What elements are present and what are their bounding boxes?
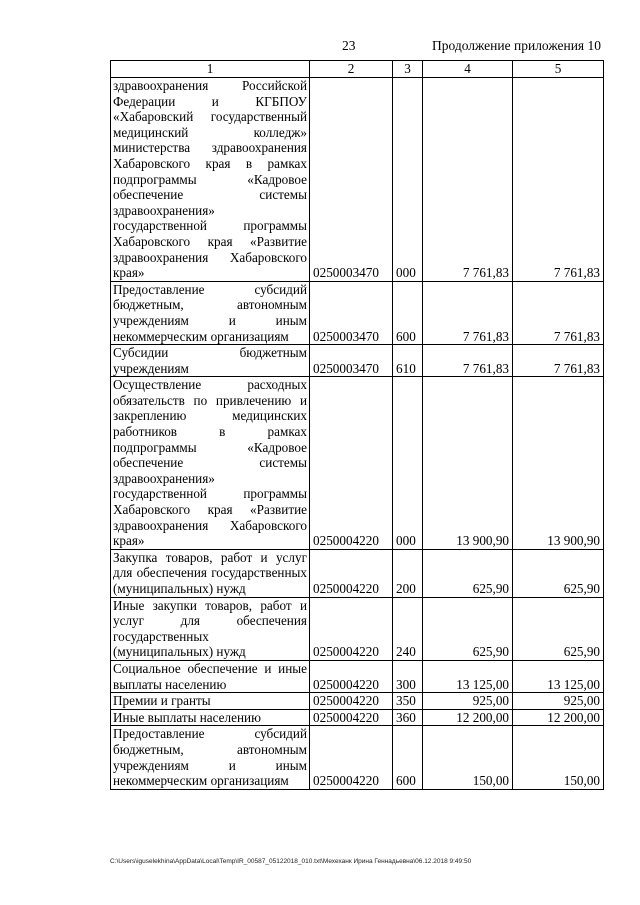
row-description-last-line: (муниципальных) нужд (113, 644, 246, 660)
col-header-2: 2 (310, 61, 393, 78)
table-row (111, 693, 604, 710)
row-description (111, 726, 310, 789)
table-row (111, 660, 604, 692)
row-description (111, 345, 310, 377)
table-row (111, 377, 604, 550)
row-description-text: Осуществление расходных обязательств по привлечению и закреплению медицинских работников в рамках подпрограммы «Кадровое обеспечение системы здравоохранения» государственной программы Хабаровского края «Развитие здравоохранения Хабаровского (113, 377, 307, 533)
row-value-2020: 150,00 (513, 726, 604, 789)
row-expense-type: 200 (393, 549, 423, 597)
col-header-4: 4 (423, 61, 513, 78)
row-code: 0250004220 (310, 597, 393, 660)
row-code: 0250003470 (310, 281, 393, 344)
row-expense-type: 000 (393, 377, 423, 550)
row-value-2019: 625,90 (423, 597, 513, 660)
row-expense-type: 600 (393, 281, 423, 344)
row-value-2019: 7 761,83 (423, 78, 513, 282)
row-description (111, 281, 310, 344)
row-value-2020: 625,90 (513, 597, 604, 660)
row-code: 0250004220 (310, 709, 393, 726)
row-value-2019: 625,90 (423, 549, 513, 597)
row-code: 0250004220 (310, 660, 393, 692)
row-description-text: Предоставление субсидий бюджетным, автономным учреждениям и иным (113, 281, 307, 328)
row-description-last-line: края» (113, 533, 145, 549)
row-description (111, 597, 310, 660)
page-number: 23 (342, 38, 356, 53)
row-description-text: здравоохранения Российской Федерации и КГБПОУ «Хабаровский государственный медицинский колледж» министерства здравоохранения Хабаровского края в рамках подпрограммы «Кадровое обеспечение системы здравоохранения» государственной программы Хабаровского края «Развитие здравоохранения Хабаровского (113, 78, 307, 265)
row-value-2020: 7 761,83 (513, 281, 604, 344)
row-description (111, 693, 310, 710)
row-value-2020: 925,00 (513, 693, 604, 710)
row-code: 0250004220 (310, 693, 393, 710)
row-description-last-line: Премии и гранты (113, 693, 211, 709)
row-value-2019: 7 761,83 (423, 281, 513, 344)
table-row (111, 281, 604, 344)
row-code: 0250003470 (310, 345, 393, 377)
row-code: 0250004220 (310, 377, 393, 550)
row-description-last-line: края» (113, 265, 145, 281)
row-value-2020: 7 761,83 (513, 345, 604, 377)
row-description-text: Закупка товаров, работ и услуг для обеспечения государственных (113, 549, 307, 581)
table-row (111, 597, 604, 660)
row-description-last-line: Иные выплаты населению (113, 709, 261, 725)
row-value-2020: 625,90 (513, 549, 604, 597)
row-value-2020: 7 761,83 (513, 78, 604, 282)
row-description-last-line: некоммерческим организациям (113, 773, 289, 789)
row-value-2020: 13 900,90 (513, 377, 604, 550)
file-path-footer: C:\Users\iguselekhina\AppData\Local\Temp\IR_00587_05122018_010.txt\Мехеханк Ирина Геннадьевна\06.12.2018 9:49:50 (110, 858, 472, 865)
row-description (111, 377, 310, 550)
row-description-text: Предоставление субсидий бюджетным, автономным учреждениям и иным (113, 726, 307, 773)
table-row (111, 345, 604, 377)
row-expense-type: 360 (393, 709, 423, 726)
table-row (111, 709, 604, 726)
page-header (0, 38, 640, 56)
row-value-2019: 12 200,00 (423, 709, 513, 726)
row-description-last-line: некоммерческим организациям (113, 328, 289, 344)
table-row (111, 549, 604, 597)
continuation-title: Продолжение приложения 10 (432, 38, 602, 53)
row-description (111, 78, 310, 282)
row-value-2020: 13 125,00 (513, 660, 604, 692)
row-value-2019: 925,00 (423, 693, 513, 710)
col-header-3: 3 (393, 61, 423, 78)
row-value-2020: 12 200,00 (513, 709, 604, 726)
row-description (111, 660, 310, 692)
row-value-2019: 150,00 (423, 726, 513, 789)
col-header-5: 5 (513, 61, 604, 78)
row-expense-type: 600 (393, 726, 423, 789)
table-row (111, 726, 604, 789)
row-value-2019: 13 125,00 (423, 660, 513, 692)
row-description-last-line: выплаты населению (113, 676, 227, 692)
row-expense-type: 610 (393, 345, 423, 377)
row-value-2019: 7 761,83 (423, 345, 513, 377)
row-value-2019: 13 900,90 (423, 377, 513, 550)
table-row (111, 78, 604, 282)
row-expense-type: 350 (393, 693, 423, 710)
row-expense-type: 240 (393, 597, 423, 660)
row-description-text: Субсидии бюджетным (113, 345, 307, 361)
row-code: 0250004220 (310, 726, 393, 789)
col-header-1: 1 (111, 61, 310, 78)
row-description-text: Социальное обеспечение и иные (113, 660, 307, 676)
row-description-last-line: учреждениям (113, 360, 189, 376)
row-expense-type: 300 (393, 660, 423, 692)
row-expense-type: 000 (393, 78, 423, 282)
row-description-last-line: (муниципальных) нужд (113, 581, 246, 596)
row-description (111, 709, 310, 726)
row-description-text: Иные закупки товаров, работ и услуг для обеспечения государственных (113, 597, 307, 644)
table-header-row (111, 61, 604, 78)
row-description (111, 549, 310, 597)
budget-table (110, 60, 604, 790)
row-code: 0250004220 (310, 549, 393, 597)
row-code: 0250003470 (310, 78, 393, 282)
